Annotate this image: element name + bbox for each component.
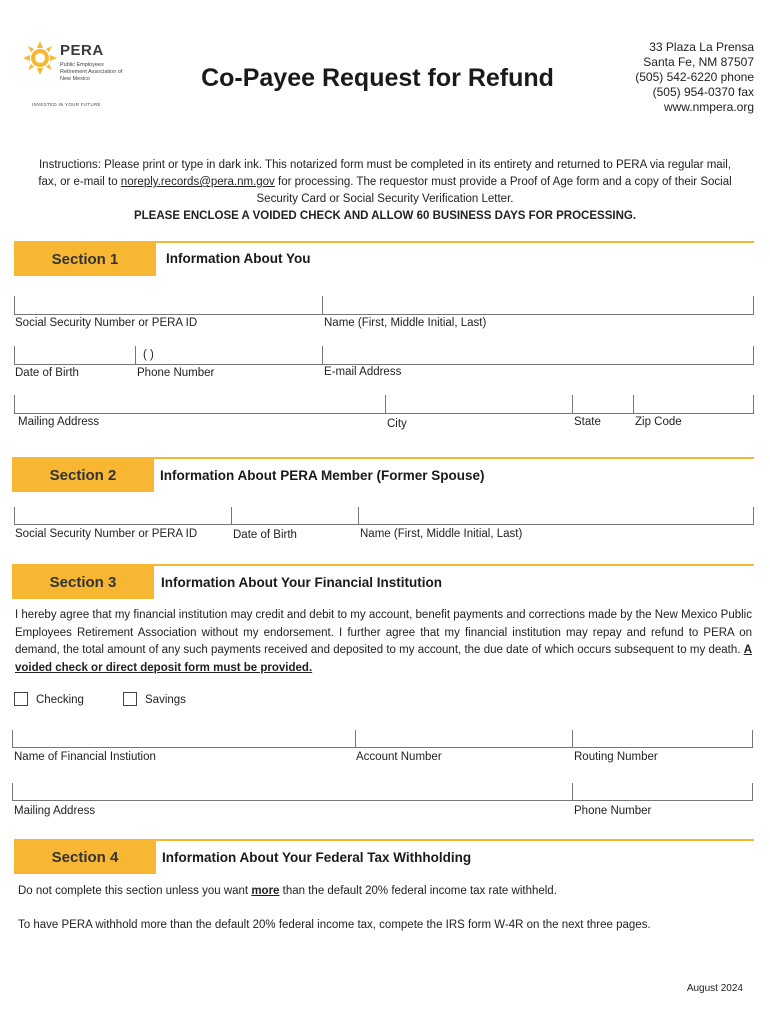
logo-wordmark: PERA [60,42,104,59]
s1-state-input[interactable] [573,395,632,413]
section4-title: Information About Your Federal Tax Withholding [162,850,472,865]
s2-name-label: Name (First, Middle Initial, Last) [360,528,523,540]
divider [753,296,754,314]
section1-row1-line [14,314,754,315]
s1-state-label: State [574,416,601,428]
section3-agreement [15,607,752,677]
divider [752,783,753,800]
address-web[interactable]: www.nmpera.org [663,100,754,114]
s3-account-input[interactable] [356,730,571,747]
document-title: Co-Payee Request for Refund [201,64,554,92]
section1-row3-line [14,413,754,414]
s3-mailing-label: Mailing Address [14,805,96,817]
section2-row-line [14,524,754,525]
s1-dob-input[interactable] [14,346,134,364]
s1-name-input[interactable] [323,296,753,314]
s1-email-label: E-mail Address [324,366,402,378]
s1-phone-input[interactable] [136,346,321,364]
section3-row2-line [12,800,753,801]
footer-date: August 2024 [686,983,743,994]
section3-badge: Section 3 [12,566,154,599]
sun-logo-icon [22,40,58,76]
s1-name-label: Name (First, Middle Initial, Last) [324,317,487,329]
s1-ssn-label: Social Security Number or PERA ID [15,317,198,329]
section1-badge: Section 1 [14,243,156,276]
s3-mailing-input[interactable] [12,783,571,800]
logo-subtitle: Public Employees Retirement Association of New Mexico [60,62,123,82]
savings-label: Savings [145,694,186,706]
logo-tagline: INVESTED IN YOUR FUTURE [32,102,101,107]
s3-institution-input[interactable] [12,730,354,747]
address-phone: (505) 542-6220 phone [635,70,754,84]
s3-phone-input[interactable] [573,783,752,800]
s1-phone-label: Phone Number [137,367,215,379]
s1-zip-label: Zip Code [635,416,682,428]
section1-title: Information About You [166,251,311,266]
s2-dob-label: Date of Birth [233,529,297,541]
savings-checkbox[interactable] [123,692,137,706]
s4-line1-before: Do not complete this section unless you want [18,885,252,897]
section4-badge: Section 4 [14,841,156,874]
section1-row2-line [14,364,754,365]
instructions-notice: PLEASE ENCLOSE A VOIDED CHECK AND ALLOW 60 BUSINESS DAYS FOR PROCESSING. [133,210,637,222]
s1-phone-mask: ( ) [143,349,154,361]
divider [753,346,754,364]
s1-city-input[interactable] [386,395,571,413]
s4-line1-more: more [251,885,280,897]
checking-checkbox[interactable] [14,692,28,706]
s1-ssn-input[interactable] [14,296,321,314]
s1-zip-input[interactable] [634,395,753,413]
divider [753,395,754,413]
s1-city-label: City [387,418,407,430]
address-fax: (505) 954-0370 fax [652,85,754,99]
s3-routing-input[interactable] [573,730,752,747]
section4-line2: To have PERA withhold more than the default 20% federal income tax, compete the IRS form W-4R on the next three pages. [18,919,651,931]
instructions-text-before: Instructions: Please print or type in dark ink. This notarized form must be completed in its entirety and returned to PERA via regular mail, fax, or e-mail to [38,159,732,188]
s2-ssn-label: Social Security Number or PERA ID [15,528,198,540]
section2-title: Information About PERA Member (Former Spouse) [160,468,485,483]
s1-mailing-input[interactable] [14,395,384,413]
section3-row1-line [12,747,753,748]
instructions-email-link[interactable]: noreply.records@pera.nm.gov [120,176,275,188]
section3-title: Information About Your Financial Institution [161,575,442,590]
checking-label: Checking [36,694,84,706]
section4-line1 [18,885,557,897]
address-street: 33 Plaza La Prensa [649,40,754,54]
instructions-text-after: for processing. The requestor must provide a Proof of Age form and a copy of their Social Security Card or Social Security Verification Letter. [256,176,732,205]
pera-logo [22,40,132,112]
s1-email-input[interactable] [323,346,753,364]
divider [752,730,753,747]
s3-routing-label: Routing Number [574,751,658,763]
s2-ssn-input[interactable] [14,507,230,524]
s2-dob-input[interactable] [232,507,357,524]
agreement-requirement: A voided check or direct deposit form must be provided. [15,644,752,674]
divider [753,507,754,524]
s2-name-input[interactable] [359,507,753,524]
s3-institution-label: Name of Financial Instiution [14,751,156,763]
s3-account-label: Account Number [356,751,442,763]
agreement-text: I hereby agree that my financial institution may credit and debit to my account, benefit payments and corrections made by the New Mexico Public Employees Retirement Association without my endorsement. I further agree that my financial institution may repay and refund to PERA on demand, the total amount of any such payments received and deposited to my account, the due date of which occurs subsequent to my death. [15,609,752,656]
s3-phone-label: Phone Number [574,805,652,817]
address-city: Santa Fe, NM 87507 [643,55,754,69]
contact-address [635,40,754,115]
instructions [30,157,740,225]
section2-badge: Section 2 [12,459,154,492]
s1-mailing-label: Mailing Address [18,416,100,428]
s4-line1-after: than the default 20% federal income tax rate withheld. [279,885,557,897]
s1-dob-label: Date of Birth [15,367,79,379]
